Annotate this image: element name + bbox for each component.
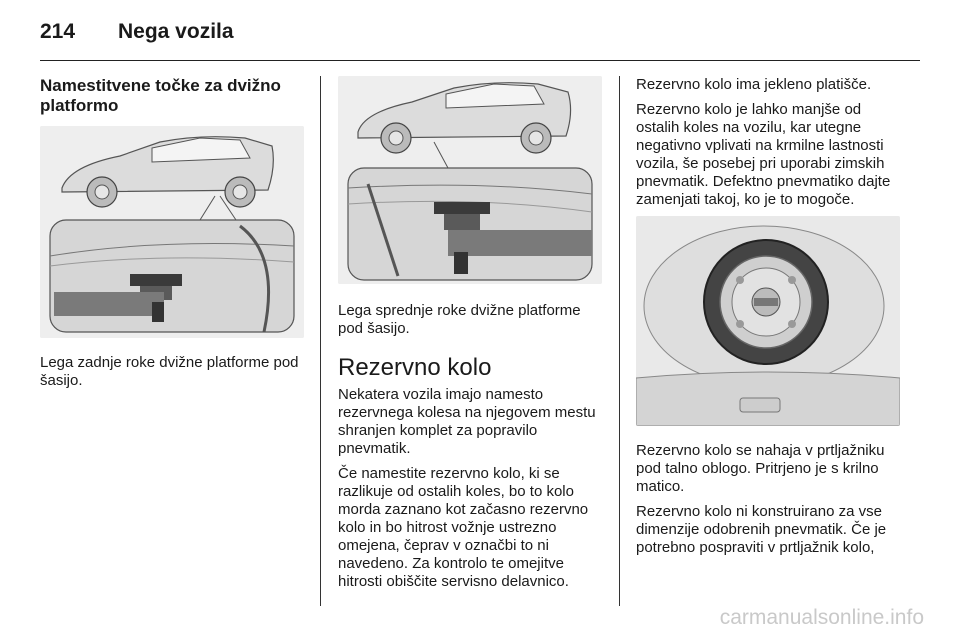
- watermark-text: carmanualsonline.info: [719, 606, 924, 629]
- paragraph: Rezervno kolo je lahko manjše od ostalih koles na vozilu, kar utegne negativno vplivati na krmilne lastnosti vozila, še posebej pri uporabi zimskih pnevmatik. Defektno pnevmatiko dajte zamenjati takoj, ko je to mogoče.: [636, 101, 891, 208]
- paragraph: Če namestite rezervno kolo, ki se razlikuje od ostalih koles, bo to kolo morda zaznano kot začasno rezervno kolo in bo hitrost vožnje ustrezno omejena, čeprav v označbi to ni navedeno. Za kontrolo te omejitve hitrosti obiščite servisno delavnico.: [338, 465, 589, 590]
- paragraph: Rezervno kolo se nahaja v prtljažniku pod talno oblogo. Pritrjeno je s krilno matico.: [636, 442, 885, 495]
- rear-lift-arm-drawing: [40, 126, 304, 338]
- section-title-spare-wheel: Rezervno kolo: [338, 354, 492, 381]
- front-lift-arm-drawing: [338, 76, 602, 284]
- front-lift-arm-illustration: [338, 76, 602, 284]
- header-rule: [40, 60, 920, 61]
- column-divider-2: [619, 76, 620, 606]
- paragraph: Rezervno kolo ima jekleno platišče.: [636, 76, 872, 93]
- column-2: [338, 76, 604, 598]
- spare-wheel-drawing: [636, 216, 900, 426]
- column-1: [40, 76, 304, 397]
- front-lift-caption: Lega sprednje roke dvižne platforme pod šasijo.: [338, 302, 581, 337]
- rear-lift-arm-illustration: [40, 126, 304, 338]
- page-header: [40, 14, 920, 48]
- column-3: [636, 76, 902, 564]
- chapter-title: Nega vozila: [118, 20, 234, 43]
- section-heading-lift-points: Namestitvene točke za dvižno platformo: [40, 76, 281, 115]
- column-divider-1: [320, 76, 321, 606]
- rear-lift-caption: Lega zadnje roke dvižne platforme pod šasijo.: [40, 354, 299, 389]
- spare-wheel-illustration: [636, 216, 900, 426]
- paragraph: Rezervno kolo ni konstruirano za vse dimenzije odobrenih pnevmatik. Če je potrebno pospraviti v prtljažnik kolo,: [636, 503, 887, 556]
- paragraph: Nekatera vozila imajo namesto rezervnega kolesa na njegovem mestu shranjen komplet za popravilo pnevmatik.: [338, 386, 596, 457]
- page-number: 214: [40, 20, 76, 43]
